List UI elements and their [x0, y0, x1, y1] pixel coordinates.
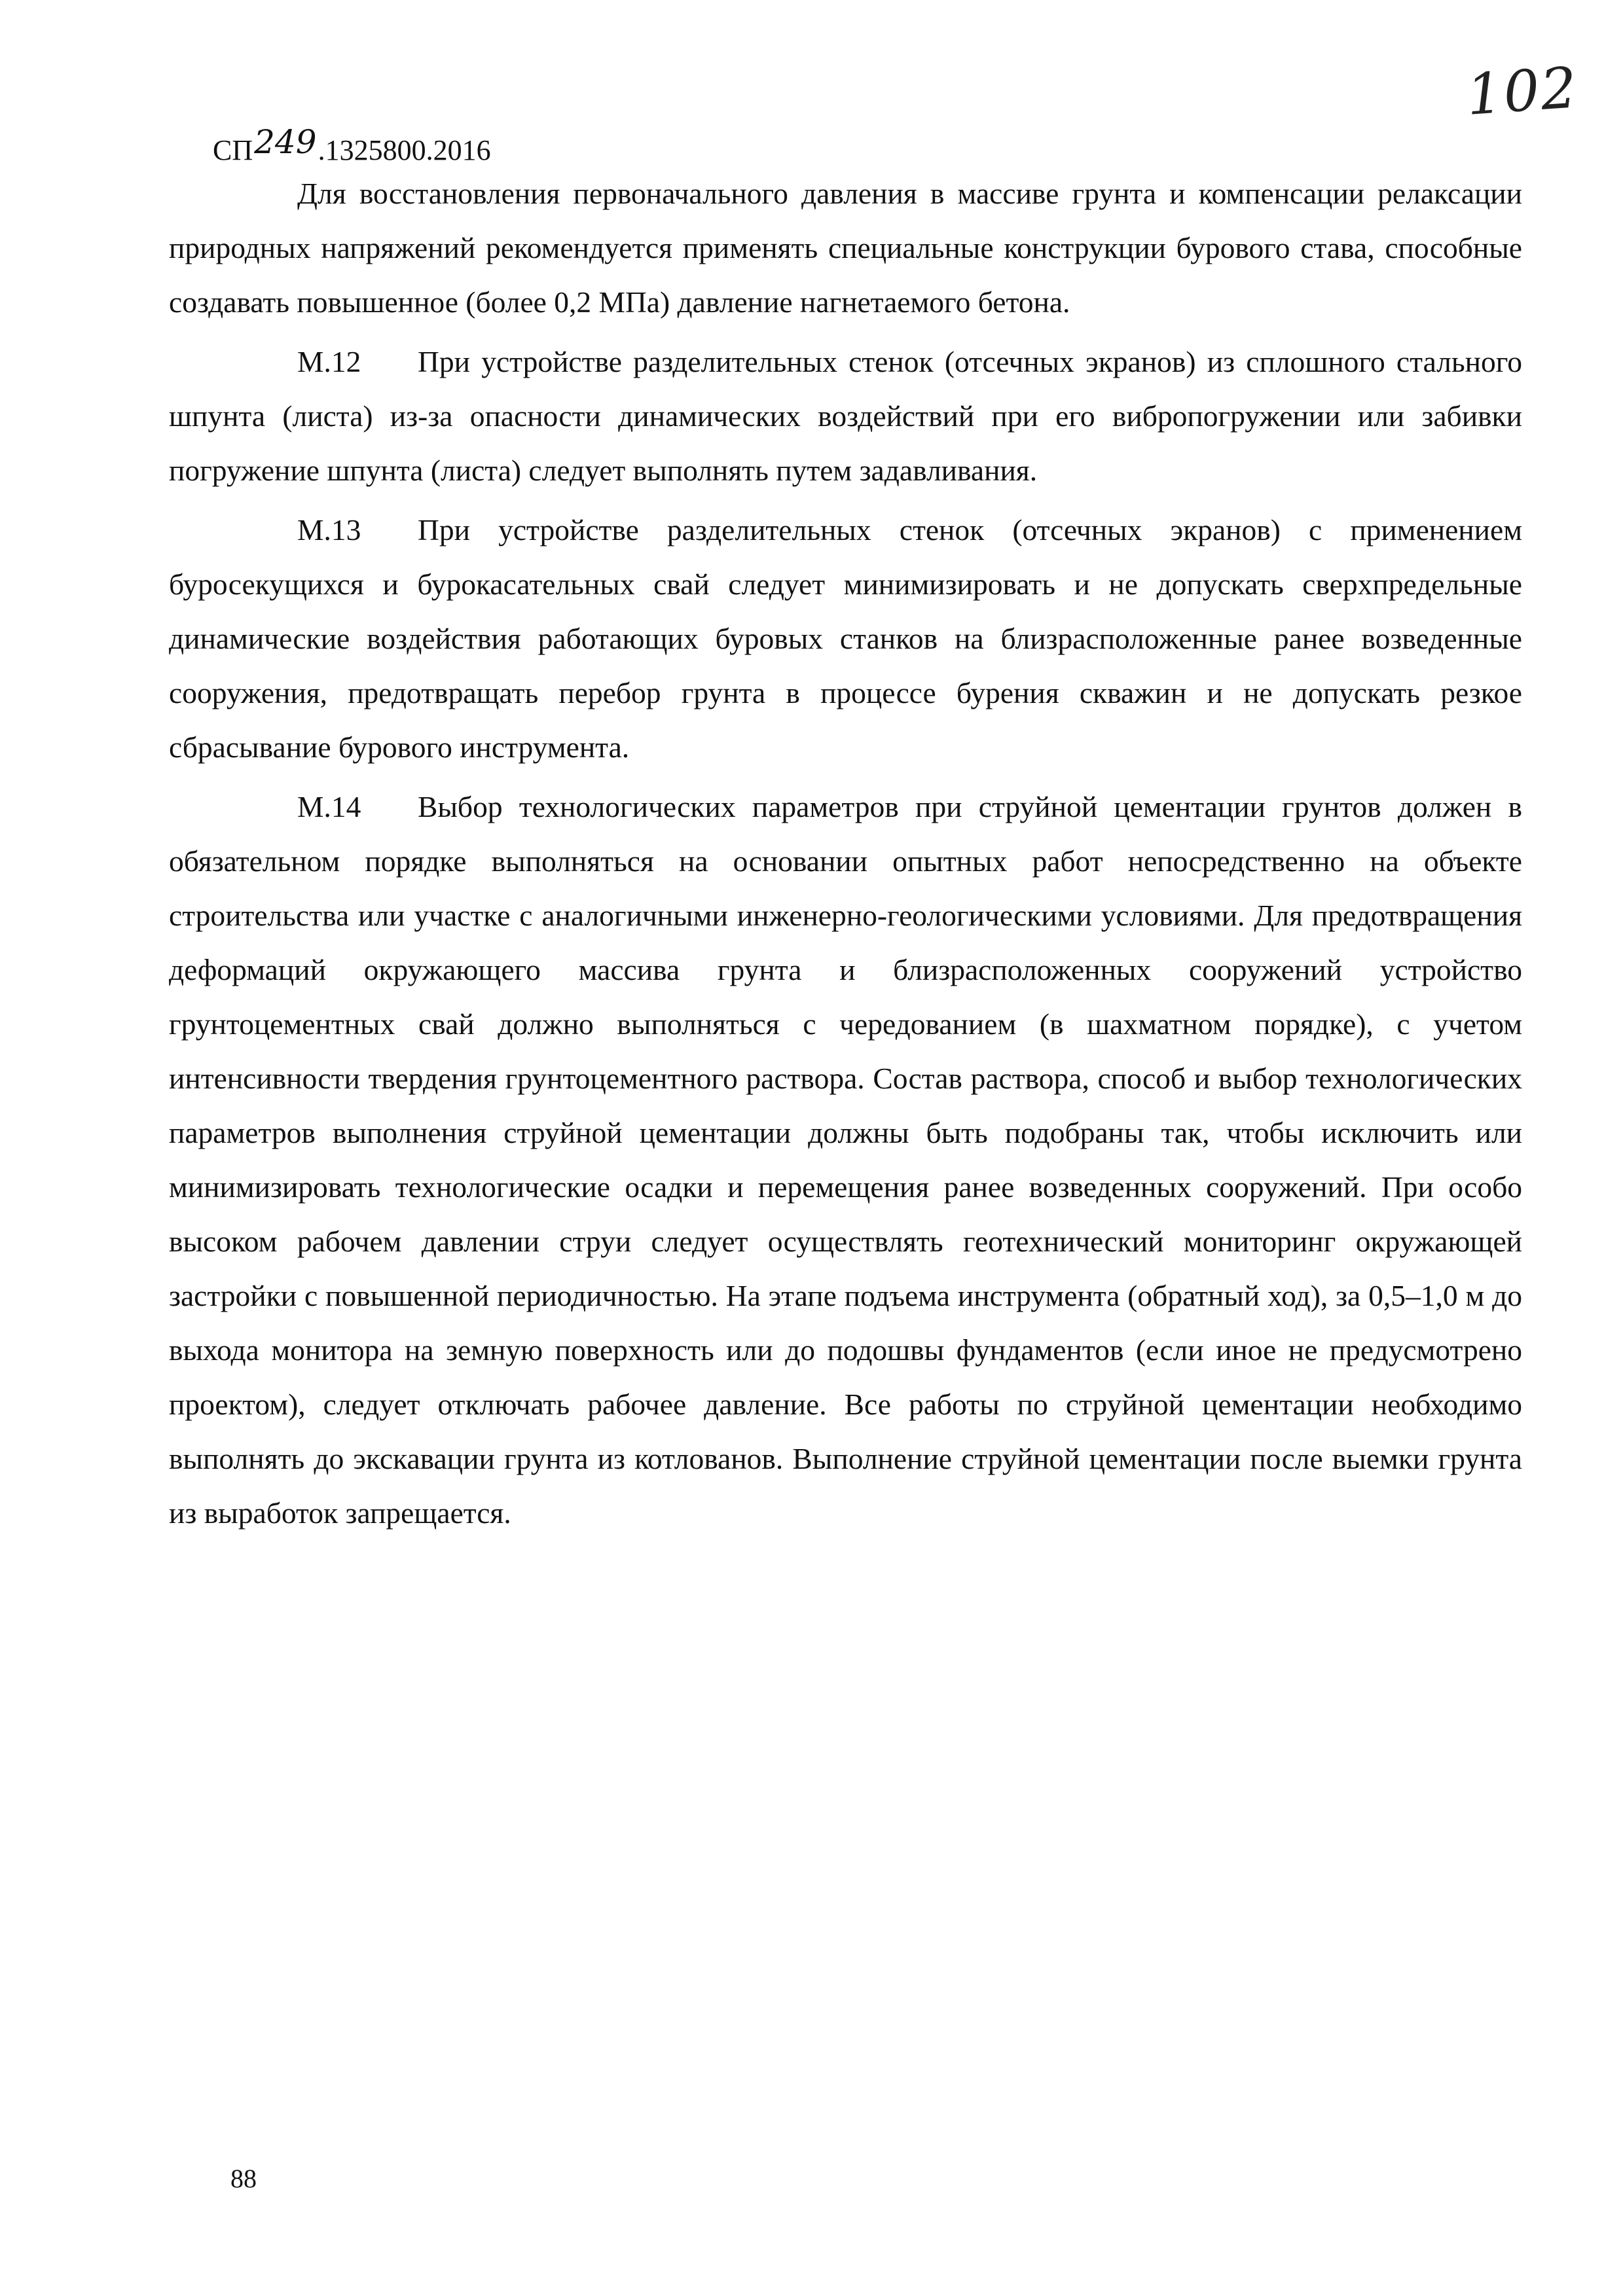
document-code-handwritten: 249	[254, 123, 317, 161]
paragraph-m12	[169, 334, 1522, 497]
paragraph-text: Выбор технологических параметров при струйной цементации грунтов должен в обязательном порядке выполняться на основании опытных работ непосредственно на объекте строительства или участке с аналогичными инженерно-геологическими условиями. Для предотвращения деформаций окружающего массива грунта и близрасположенных сооружений устройство грунтоцементных свай должно выполняться с чередованием (в шахматном порядке), с учетом интенсивности твердения грунтоцементного раствора. Состав раствора, способ и выбор технологических параметров выполнения струйной цементации должны быть подобраны так, чтобы исключить или минимизировать технологические осадки и перемещения ранее возведенных сооружений. При особо высоком рабочем давлении струи следует осуществлять геотехнический мониторинг окружающей застройки с повышенной периодичностью. На этапе подъема инструмента (обратный ход), за 0,5–1,0 м до выхода монитора на земную поверхность или до подошвы фундаментов (если иное не предусмотрено проектом), следует отключать рабочее давление. Все работы по струйной цементации необходимо выполнять до экскавации грунта из котлованов. Выполнение струйной цементации после выемки грунта из выработок запрещается.	[169, 790, 1522, 1530]
paragraph-text: При устройстве разделительных стенок (отсечных экранов) из сплошного стального шпунта (листа) из-за опасности динамических воздействий при его вибропогружении или забивки погружение шпунта (листа) следует выполнять путем задавливания.	[169, 345, 1522, 487]
document-code-suffix: .1325800.2016	[318, 134, 491, 166]
section-number: М.14	[297, 790, 361, 823]
paragraph-m13	[169, 503, 1522, 774]
section-number: М.13	[297, 513, 361, 547]
section-number: М.12	[297, 345, 361, 378]
handwritten-page-number: 102	[1464, 55, 1580, 128]
paragraph-text: При устройстве разделительных стенок (отсечных экранов) с применением буросекущихся и бурокасательных свай следует минимизировать и не допускать сверхпредельные динамические воздействия работающих буровых станков на близрасположенные ранее возведенные сооружения, предотвращать перебор грунта в процессе бурения скважин и не допускать резкое сбрасывание бурового инструмента.	[169, 513, 1522, 764]
paragraph-intro	[169, 166, 1522, 329]
paragraph-text: Для восстановления первоначального давления в массиве грунта и компенсации релаксации природных напряжений рекомендуется применять специальные конструкции бурового става, способные создавать повышенное (более 0,2 МПа) давление нагнетаемого бетона.	[169, 177, 1522, 319]
paragraph-m14	[169, 780, 1522, 1540]
document-body	[169, 166, 1522, 1540]
document-code-prefix: СП	[213, 134, 253, 166]
page-number: 88	[230, 2164, 257, 2193]
document-code	[213, 123, 491, 168]
